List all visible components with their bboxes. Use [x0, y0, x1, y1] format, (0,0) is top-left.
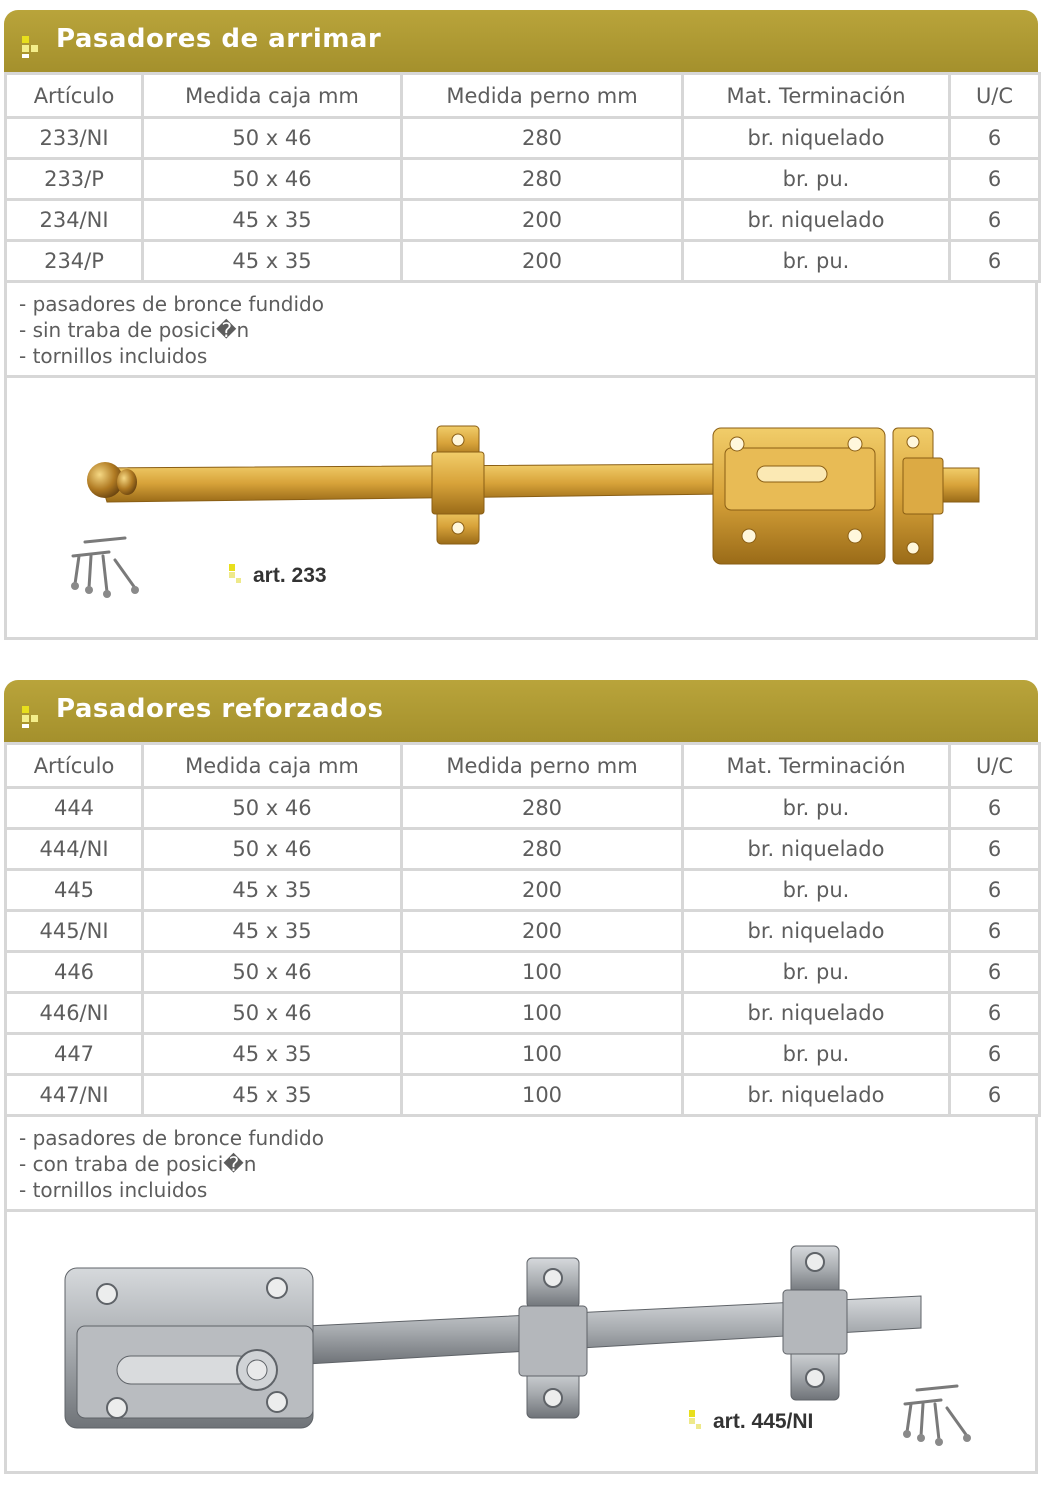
section-pasadores-reforzados [4, 680, 1038, 1488]
cell-medida-perno: 100 [402, 1075, 683, 1116]
cell-medida-perno: 280 [402, 118, 683, 159]
spec-table [4, 742, 1041, 1117]
cell-medida-perno: 280 [402, 788, 683, 829]
cell-medida-perno: 100 [402, 1034, 683, 1075]
column-header: Artículo [6, 744, 143, 788]
note-line: - pasadores de bronce fundido [19, 1126, 324, 1150]
table-row [6, 993, 1040, 1034]
bullet-icon [22, 36, 38, 58]
note-line: - con traba de posici�n [19, 1152, 257, 1176]
cell-medida-caja: 45 x 35 [143, 241, 402, 282]
cell-medida-caja: 50 x 46 [143, 952, 402, 993]
section-title: Pasadores de arrimar [56, 24, 382, 54]
table-row [6, 241, 1040, 282]
cell-articulo: 234/NI [6, 200, 143, 241]
product-image-panel [4, 1212, 1038, 1474]
cell-terminacion: br. pu. [683, 870, 950, 911]
cell-articulo: 233/NI [6, 118, 143, 159]
table-row [6, 788, 1040, 829]
cell-terminacion: br. niquelado [683, 911, 950, 952]
column-header: Mat. Terminación [683, 744, 950, 788]
cell-uc: 6 [950, 911, 1040, 952]
cell-uc: 6 [950, 788, 1040, 829]
cell-terminacion: br. niquelado [683, 993, 950, 1034]
table-row [6, 200, 1040, 241]
cell-medida-perno: 280 [402, 829, 683, 870]
cell-medida-caja: 45 x 35 [143, 200, 402, 241]
cell-medida-caja: 50 x 46 [143, 118, 402, 159]
screws-icon [65, 536, 145, 600]
brass-bolt-latch-image [7, 398, 1035, 598]
table-header-row [6, 744, 1040, 788]
note-line: - sin traba de posici�n [19, 318, 250, 342]
table-row [6, 159, 1040, 200]
note-line: - tornillos incluidos [19, 344, 208, 368]
cell-medida-caja: 45 x 35 [143, 1075, 402, 1116]
column-header: Artículo [6, 74, 143, 118]
cell-terminacion: br. pu. [683, 1034, 950, 1075]
cell-uc: 6 [950, 952, 1040, 993]
nickel-bolt-latch-image [7, 1218, 1035, 1458]
cell-medida-perno: 200 [402, 241, 683, 282]
note-line: - pasadores de bronce fundido [19, 292, 324, 316]
product-image-panel [4, 378, 1038, 640]
cell-medida-caja: 45 x 35 [143, 870, 402, 911]
cell-articulo: 234/P [6, 241, 143, 282]
cell-terminacion: br. pu. [683, 788, 950, 829]
cell-articulo: 444 [6, 788, 143, 829]
cell-medida-perno: 280 [402, 159, 683, 200]
cell-uc: 6 [950, 1075, 1040, 1116]
cell-medida-perno: 100 [402, 993, 683, 1034]
cell-uc: 6 [950, 829, 1040, 870]
section-header [4, 680, 1038, 742]
cell-uc: 6 [950, 870, 1040, 911]
column-header: Medida perno mm [402, 744, 683, 788]
cell-medida-perno: 200 [402, 200, 683, 241]
cell-articulo: 447/NI [6, 1075, 143, 1116]
caption-bullet-icon [689, 1410, 701, 1430]
product-notes [4, 1117, 1038, 1212]
product-caption [229, 564, 327, 588]
cell-medida-perno: 200 [402, 870, 683, 911]
cell-medida-caja: 50 x 46 [143, 993, 402, 1034]
cell-terminacion: br. pu. [683, 952, 950, 993]
cell-articulo: 233/P [6, 159, 143, 200]
caption-text: art. 445/NI [713, 1410, 814, 1433]
cell-uc: 6 [950, 241, 1040, 282]
cell-medida-perno: 100 [402, 952, 683, 993]
cell-terminacion: br. pu. [683, 241, 950, 282]
section-title: Pasadores reforzados [56, 694, 384, 724]
section-pasadores-de-arrimar [4, 10, 1038, 644]
cell-medida-caja: 45 x 35 [143, 911, 402, 952]
column-header: Medida caja mm [143, 74, 402, 118]
product-caption [689, 1410, 813, 1434]
cell-terminacion: br. niquelado [683, 118, 950, 159]
column-header: U/C [950, 74, 1040, 118]
column-header: Medida perno mm [402, 74, 683, 118]
cell-medida-caja: 50 x 46 [143, 788, 402, 829]
screws-icon [897, 1384, 977, 1448]
cell-uc: 6 [950, 159, 1040, 200]
cell-uc: 6 [950, 118, 1040, 159]
bullet-icon [22, 706, 38, 728]
column-header: Mat. Terminación [683, 74, 950, 118]
cell-medida-caja: 50 x 46 [143, 829, 402, 870]
cell-articulo: 445/NI [6, 911, 143, 952]
column-header: U/C [950, 744, 1040, 788]
table-row [6, 118, 1040, 159]
caption-bullet-icon [229, 564, 241, 584]
table-header-row [6, 74, 1040, 118]
table-row [6, 911, 1040, 952]
cell-uc: 6 [950, 200, 1040, 241]
table-row [6, 1034, 1040, 1075]
column-header: Medida caja mm [143, 744, 402, 788]
cell-uc: 6 [950, 993, 1040, 1034]
product-notes [4, 283, 1038, 378]
cell-articulo: 446 [6, 952, 143, 993]
cell-terminacion: br. niquelado [683, 200, 950, 241]
note-line: - tornillos incluidos [19, 1178, 208, 1202]
cell-terminacion: br. pu. [683, 159, 950, 200]
spec-table [4, 72, 1041, 283]
cell-articulo: 446/NI [6, 993, 143, 1034]
cell-medida-caja: 45 x 35 [143, 1034, 402, 1075]
table-row [6, 952, 1040, 993]
cell-articulo: 447 [6, 1034, 143, 1075]
cell-medida-caja: 50 x 46 [143, 159, 402, 200]
caption-text: art. 233 [253, 564, 327, 587]
cell-articulo: 444/NI [6, 829, 143, 870]
cell-articulo: 445 [6, 870, 143, 911]
cell-terminacion: br. niquelado [683, 1075, 950, 1116]
cell-terminacion: br. niquelado [683, 829, 950, 870]
table-row [6, 1075, 1040, 1116]
cell-medida-perno: 200 [402, 911, 683, 952]
table-row [6, 870, 1040, 911]
section-header [4, 10, 1038, 72]
table-row [6, 829, 1040, 870]
cell-uc: 6 [950, 1034, 1040, 1075]
